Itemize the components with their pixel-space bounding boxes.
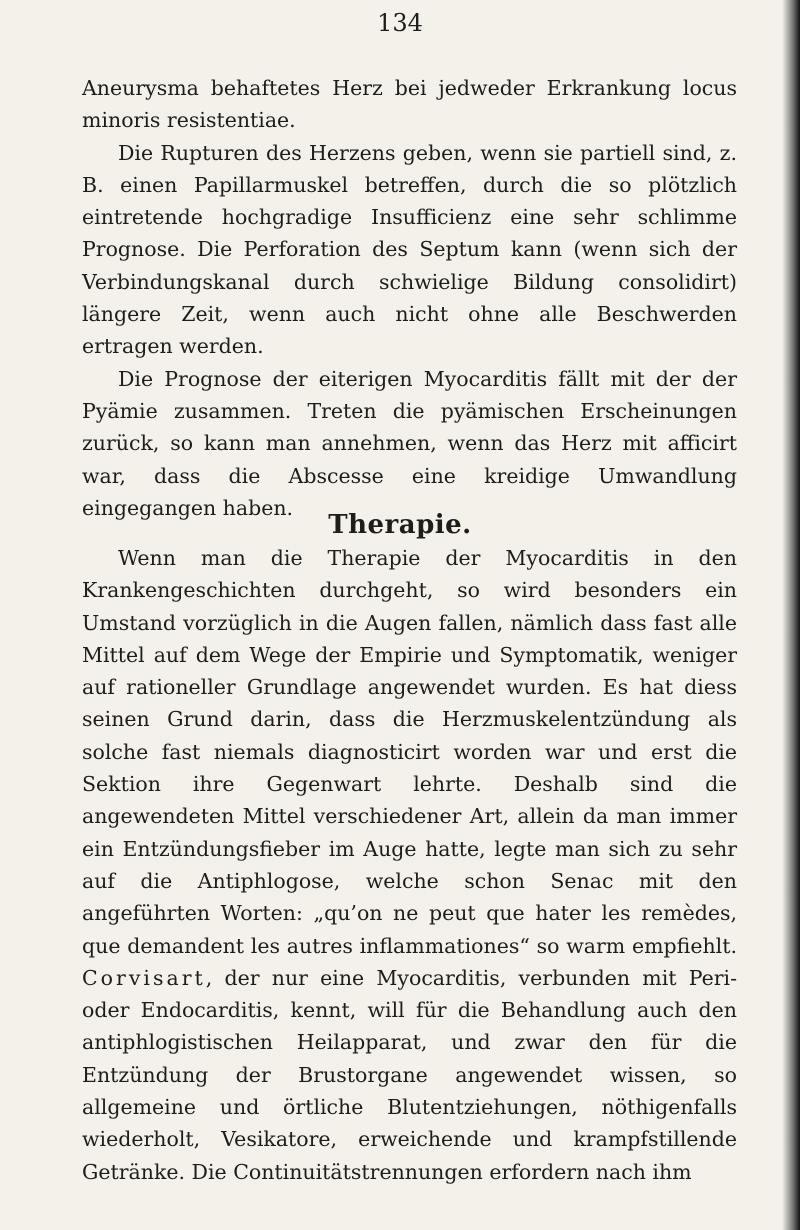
section-heading: Therapie. bbox=[328, 510, 472, 540]
paragraph-rupturen: Die Rupturen des Herzens geben, wenn sie partiell sind, z. B. einen Papillarmuskel betreffen, durch die so plötzlich eintretende hochgradige Insufficienz eine sehr schlimme Prognose. Die Perforation des Septum kann (wenn sich der Verbindungskanal durch schwielige Bildung consolidirt) längere Zeit, wenn auch nicht ohne alle Beschwerden ertragen werden. bbox=[82, 140, 737, 359]
page-edge-shadow bbox=[782, 0, 800, 1230]
paragraph-therapie bbox=[82, 542, 737, 1188]
paragraph-prognose: Die Prognose der eiterigen Myocarditis fällt mit der der Pyämie zusammen. Treten die pyämischen Erscheinungen zurück, so kann man annehmen, wenn das Herz mit afficirt war, dass die Abscesse eine kreidige Umwandlung eingegangen haben. bbox=[82, 366, 737, 520]
name-corvisart: Corvisart bbox=[82, 965, 206, 990]
paragraph-therapie-part-2: , der nur eine Myocarditis, verbunden mit Peri- oder Endocarditis, kennt, will für die Behandlung auch den antiphlogistischen Heilapparat, und zwar den für die Entzündung der Brustorgane angewendet wissen, so allgemeine und örtliche Blutentziehungen, nöthigenfalls wiederholt, Vesikatore, erweichende und krampfstillende Getränke. Die Continuitätstrennungen erfordern nach ihm bbox=[82, 965, 737, 1184]
text-block-therapie bbox=[82, 542, 737, 1188]
paragraph-continuation: Aneurysma behaftetes Herz bei jedweder Erkrankung locus minoris resistentiae. bbox=[82, 76, 737, 133]
page-number: 134 bbox=[377, 9, 423, 37]
paragraph-therapie-part-1: Wenn man die Therapie der Myocarditis in den Krankengeschichten durchgeht, so wird besonders ein Umstand vorzüglich in die Augen fallen, nämlich dass fast alle Mittel auf dem Wege der Empirie und Symptomatik, weniger auf rationeller Grundlage angewendet wurden. Es hat diess seinen Grund darin, dass die Herzmuskelentzündung als solche fast niemals diagnosticirt worden war und erst die Sektion ihre Gegenwart lehrte. Deshalb sind die angewendeten Mittel verschiedener Art, allein da man immer ein Entzündungsfieber im Auge hatte, legte man sich zu sehr auf die Antiphlogose, welche schon Senac mit den angeführten Worten: „qu’on ne peut que hater les remèdes, que demandent les autres inflammationes“ so warm empfiehlt. bbox=[82, 546, 737, 958]
text-block-top bbox=[82, 72, 737, 524]
